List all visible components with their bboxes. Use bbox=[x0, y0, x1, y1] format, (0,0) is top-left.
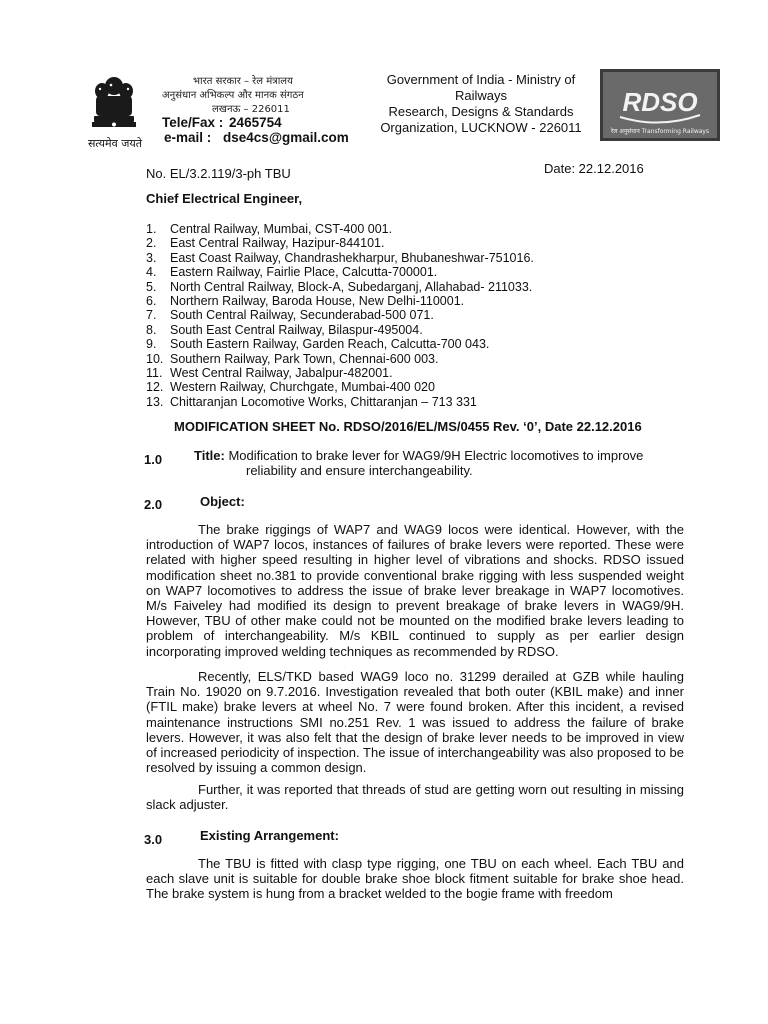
title-line-1: Modification to brake lever for WAG9/9H Electric locomotives to improve bbox=[228, 448, 644, 463]
list-item: 9. South Eastern Railway, Garden Reach, Calcutta-700 043. bbox=[146, 337, 490, 352]
addressee-list bbox=[146, 222, 534, 409]
list-item: 3. East Coast Railway, Chandrashekharpur, Bhubaneshwar-751016. bbox=[146, 250, 534, 265]
section-1-number: 1.0 bbox=[144, 452, 163, 467]
org-line-4: Organization, LUCKNOW - 226011 bbox=[380, 120, 582, 135]
letter-date: Date: 22.12.2016 bbox=[544, 161, 644, 176]
section-2-heading: Object: bbox=[200, 494, 245, 509]
section-3-heading: Existing Arrangement: bbox=[200, 828, 339, 843]
list-item: 8. South East Central Railway, Bilaspur-495004. bbox=[146, 322, 423, 337]
list-item: 1. Central Railway, Mumbai, CST-400 001. bbox=[146, 222, 393, 236]
telefax-label: Tele/Fax : bbox=[162, 115, 224, 130]
object-paragraph-1: The brake riggings of WAP7 and WAG9 locos were identical. However, with the introduction of WAP7 locos, instances of failures of brake levers were reported. These were related with higher speed resulting in higher level of vibrations and shocks. RDSO issued modification sheet no.381 to provide conventional brake rigging with less suspended weight on WAP7 locomotives to address the issue of brake lever breakage in WAP7 locomotives. M/s Faiveley had modified its design to prevent breakage of brake levers in WAG9/9H. However, TBU of other make could not be mounted on the modified brake levers leading to problem of interchangeability. M/s KBIL continued to supply as per earlier design incorporating improved welding techniques as recommended by RDSO. bbox=[146, 522, 684, 659]
logo-tagline: रेल अनुसंधान Transforming Railways bbox=[610, 128, 710, 135]
telefax-number: 2465754 bbox=[229, 115, 282, 130]
list-item: 12. Western Railway, Churchgate, Mumbai-400 020 bbox=[146, 380, 435, 395]
email-address: dse4cs@gmail.com bbox=[223, 130, 349, 145]
hindi-line-ministry: भारत सरकार – रेल मंत्रालय bbox=[193, 76, 293, 87]
section-3-number: 3.0 bbox=[144, 832, 163, 847]
rdso-logo bbox=[600, 69, 720, 141]
list-item: 11. West Central Railway, Jabalpur-482001. bbox=[146, 366, 393, 381]
telefax bbox=[162, 115, 282, 130]
section-2-number: 2.0 bbox=[144, 497, 163, 512]
list-item: 5. North Central Railway, Block-A, Subedarganj, Allahabad- 211033. bbox=[146, 279, 533, 294]
list-item: 7. South Central Railway, Secunderabad-500 071. bbox=[146, 308, 434, 323]
emblem-motto: सत्यमेव जयते bbox=[88, 137, 143, 150]
org-line-1: Government of India - Ministry of bbox=[386, 72, 576, 87]
list-item: 6. Northern Railway, Baroda House, New Delhi-110001. bbox=[146, 294, 465, 309]
modification-sheet-heading: MODIFICATION SHEET No. RDSO/2016/EL/MS/0455 Rev. ‘0’, Date 22.12.2016 bbox=[174, 419, 642, 434]
object-paragraph-2: Recently, ELS/TKD based WAG9 loco no. 31299 derailed at GZB while hauling Train No. 19020 on 9.7.2016. Investigation revealed that both outer (KBIL make) and inner (FTIL make) brake levers at wheel No. 7 were found broken. After this incident, a revised maintenance instructions SMI no.251 Rev. 1 was issued to address the failure of brake levers. However, it was also felt that the design of brake lever needs to be improved in view of increased periodicity of inspection. The issue of interchangeability was also proposed to be resolved by issuing a common design. bbox=[146, 669, 684, 776]
organization-heading bbox=[370, 72, 592, 136]
logo-wordmark: RDSO bbox=[622, 87, 698, 117]
org-line-2: Railways bbox=[454, 88, 507, 103]
hindi-line-organization: अनुसंधान अभिकल्प और मानक संगठन bbox=[162, 90, 304, 101]
list-item: 4. Eastern Railway, Fairlie Place, Calcutta-700001. bbox=[146, 265, 438, 280]
hindi-line-city: लखनऊ – 226011 bbox=[212, 104, 290, 115]
list-item: 13. Chittaranjan Locomotive Works, Chittaranjan – 713 331 bbox=[146, 394, 477, 409]
title-label: Title: bbox=[194, 448, 225, 463]
reference-number: No. EL/3.2.119/3-ph TBU bbox=[146, 166, 291, 181]
title-line-2: reliability and ensure interchangeability. bbox=[246, 463, 473, 478]
existing-arrangement-paragraph: The TBU is fitted with clasp type rigging, one TBU on each wheel. Each TBU and each slave unit is suitable for double brake shoe block fitment suitable for brake shoe head. The brake system is hung from a bracket welded to the bogie frame with freedom bbox=[146, 856, 684, 902]
org-line-3: Research, Designs & Standards bbox=[388, 104, 574, 119]
salutation: Chief Electrical Engineer, bbox=[146, 191, 303, 206]
section-1-title bbox=[194, 448, 684, 478]
email bbox=[164, 130, 349, 145]
list-item: 2. East Central Railway, Hazipur-844101. bbox=[146, 236, 385, 251]
list-item: 10. Southern Railway, Park Town, Chennai-600 003. bbox=[146, 351, 439, 366]
email-label: e-mail : bbox=[164, 130, 212, 145]
object-paragraph-3: Further, it was reported that threads of stud are getting worn out resulting in missing slack adjuster. bbox=[146, 782, 684, 813]
